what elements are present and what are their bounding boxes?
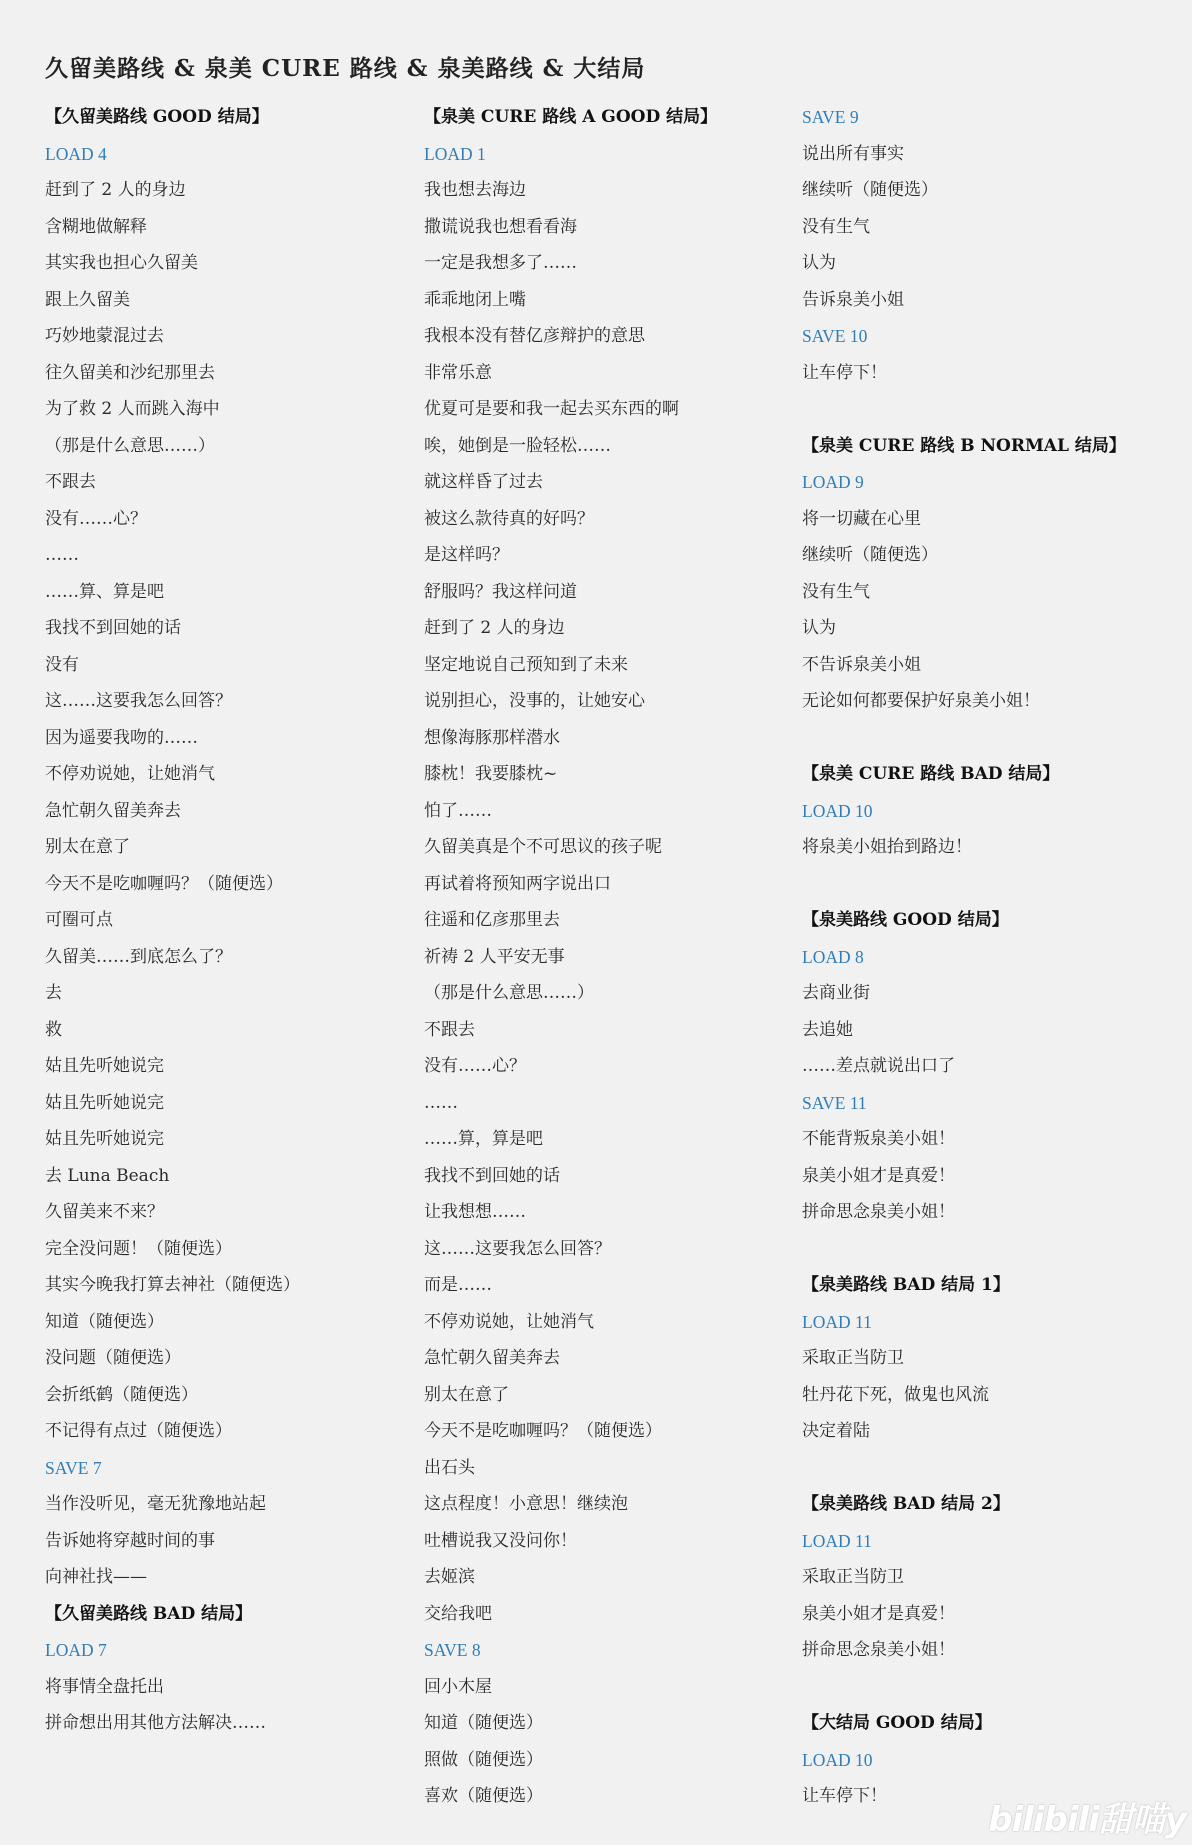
choice-line: 交给我吧 xyxy=(424,1603,492,1624)
choice-line: 因为遥要我吻的…… xyxy=(45,727,198,748)
choice-line: 怕了…… xyxy=(424,800,492,821)
choice-line: 祈祷 2 人平安无事 xyxy=(424,946,565,967)
choice-line: 去 xyxy=(45,983,62,1003)
choice-line: （那是什么意思……） xyxy=(45,435,215,456)
choice-line: 其实今晚我打算去神社（随便选） xyxy=(45,1275,300,1295)
section-header: 【泉美路线 BAD 结局 1】 xyxy=(802,1275,1010,1295)
choice-line: 姑且先听她说完 xyxy=(45,1129,164,1149)
choice-line: 告诉泉美小姐 xyxy=(802,289,904,310)
choice-line: 拼命思念泉美小姐！ xyxy=(802,1640,955,1660)
choice-line: 继续听（随便选） xyxy=(802,180,938,200)
load-marker: LOAD 10 xyxy=(802,800,873,821)
section-header: 【久留美路线 BAD 结局】 xyxy=(45,1603,253,1624)
choice-line: 姑且先听她说完 xyxy=(45,1092,164,1113)
choice-line: 非常乐意 xyxy=(424,362,492,383)
choice-line: 赶到了 2 人的身边 xyxy=(45,180,186,200)
spacer xyxy=(802,1669,1172,1706)
choice-line: 跟上久留美 xyxy=(45,289,130,310)
choice-line: 这……这要我怎么回答？ xyxy=(45,691,232,711)
spacer xyxy=(802,720,1172,757)
choice-line: 牡丹花下死，做鬼也风流 xyxy=(802,1384,989,1405)
choice-line: 再试着将预知两字说出口 xyxy=(424,873,611,894)
load-marker: LOAD 11 xyxy=(802,1311,872,1332)
choice-line: 姑且先听她说完 xyxy=(45,1056,164,1076)
choice-line: 知道（随便选） xyxy=(424,1713,543,1733)
choice-line: 认为 xyxy=(802,253,836,273)
choice-line: 去姬滨 xyxy=(424,1567,475,1587)
choice-line: 就这样昏了过去 xyxy=(424,472,543,492)
choice-line: 认为 xyxy=(802,618,836,638)
choice-line: 可圈可点 xyxy=(45,910,113,930)
spacer xyxy=(802,391,1172,428)
choice-line: 没有生气 xyxy=(802,581,870,602)
choice-line: 没有生气 xyxy=(802,216,870,237)
choice-line: 坚定地说自己预知到了未来 xyxy=(424,654,628,675)
choice-line: ……算、算是吧 xyxy=(45,581,164,602)
choice-line: ……算，算是吧 xyxy=(424,1129,543,1149)
choice-line: ……差点就说出口了 xyxy=(802,1056,955,1076)
choice-line: 去商业街 xyxy=(802,983,870,1003)
save-marker: SAVE 9 xyxy=(802,107,859,127)
choice-line: 没有 xyxy=(45,654,79,675)
save-marker: SAVE 7 xyxy=(45,1457,102,1478)
load-marker: LOAD 8 xyxy=(802,946,864,967)
choice-line: 泉美小姐才是真爱！ xyxy=(802,1165,955,1186)
choice-line: 照做（随便选） xyxy=(424,1749,543,1770)
choice-line: 一定是我想多了…… xyxy=(424,253,577,273)
choice-line: 含糊地做解释 xyxy=(45,216,147,237)
choice-line: 为了救 2 人而跳入海中 xyxy=(45,399,220,419)
choice-line: 说别担心，没事的，让她安心 xyxy=(424,691,645,711)
choice-line: 没有……心？ xyxy=(424,1056,526,1076)
choice-line: 采取正当防卫 xyxy=(802,1567,904,1587)
choice-line: 我找不到回她的话 xyxy=(45,618,181,638)
choice-line: 这点程度！小意思！继续泡 xyxy=(424,1494,628,1514)
choice-line: 无论如何都要保护好泉美小姐！ xyxy=(802,691,1040,711)
section-header: 【泉美路线 GOOD 结局】 xyxy=(802,910,1009,930)
load-marker: LOAD 7 xyxy=(45,1640,107,1660)
choice-line: 决定着陆 xyxy=(802,1421,870,1441)
choice-line: 继续听（随便选） xyxy=(802,545,938,565)
choice-line: 喜欢（随便选） xyxy=(424,1786,543,1806)
choice-line: 我根本没有替亿彦辩护的意思 xyxy=(424,326,645,346)
choice-line: 不记得有点过（随便选） xyxy=(45,1421,232,1441)
choice-line: 说出所有事实 xyxy=(802,143,904,164)
choice-line: 今天不是吃咖喱吗？（随便选） xyxy=(424,1421,662,1441)
spacer xyxy=(802,866,1172,903)
choice-line: 让车停下！ xyxy=(802,362,887,383)
choice-line: 知道（随便选） xyxy=(45,1311,164,1332)
choice-line: 告诉她将穿越时间的事 xyxy=(45,1530,215,1551)
choice-line: 舒服吗？我这样问道 xyxy=(424,581,577,602)
choice-line: 乖乖地闭上嘴 xyxy=(424,289,526,310)
choice-line: 巧妙地蒙混过去 xyxy=(45,326,164,346)
choice-line: 拼命想出用其他方法解决…… xyxy=(45,1713,266,1733)
choice-line: 久留美来不来？ xyxy=(45,1202,164,1222)
choice-line: 今天不是吃咖喱吗？（随便选） xyxy=(45,873,283,894)
choice-line: 而是…… xyxy=(424,1275,492,1295)
choice-line: 没问题（随便选） xyxy=(45,1348,181,1368)
section-header: 【泉美 CURE 路线 A GOOD 结局】 xyxy=(424,107,718,127)
choice-line: 当作没听见，毫无犹豫地站起 xyxy=(45,1494,266,1514)
section-header: 【泉美路线 BAD 结局 2】 xyxy=(802,1494,1010,1514)
choice-line: 是这样吗？ xyxy=(424,545,509,565)
choice-line: 会折纸鹤（随便选） xyxy=(45,1384,198,1405)
load-marker: LOAD 4 xyxy=(45,143,107,164)
choice-line: （那是什么意思……） xyxy=(424,983,594,1003)
section-header: 【泉美 CURE 路线 B NORMAL 结局】 xyxy=(802,435,1126,456)
load-marker: LOAD 9 xyxy=(802,472,864,492)
save-marker: SAVE 11 xyxy=(802,1092,867,1113)
choice-line: 向神社找—— xyxy=(45,1567,147,1587)
choice-line: 让车停下！ xyxy=(802,1786,887,1806)
choice-line: 回小木屋 xyxy=(424,1676,492,1697)
column-kurumi-route xyxy=(45,99,415,1742)
choice-line: 被这么款待真的好吗？ xyxy=(424,508,594,529)
choice-line: 泉美小姐才是真爱！ xyxy=(802,1603,955,1624)
choice-line: …… xyxy=(424,1092,458,1113)
choice-line: 不停劝说她，让她消气 xyxy=(45,764,215,784)
choice-line: 其实我也担心久留美 xyxy=(45,253,198,273)
choice-line: 久留美真是个不可思议的孩子呢 xyxy=(424,837,662,857)
choice-line: 完全没问题！（随便选） xyxy=(45,1238,232,1259)
bilibili-watermark: bilibili甜喵y xyxy=(988,1800,1186,1840)
choice-line: 没有……心？ xyxy=(45,508,147,529)
page-title: 久留美路线 & 泉美 CURE 路线 & 泉美路线 & 大结局 xyxy=(45,55,646,82)
choice-line: 往遥和亿彦那里去 xyxy=(424,910,560,930)
column-izumi-cure-route xyxy=(424,99,794,1815)
section-header: 【泉美 CURE 路线 BAD 结局】 xyxy=(802,764,1060,784)
spacer xyxy=(802,1231,1172,1268)
choice-line: 撒谎说我也想看看海 xyxy=(424,216,577,237)
choice-line: 优夏可是要和我一起去买东西的啊 xyxy=(424,399,679,419)
choice-line: 不告诉泉美小姐 xyxy=(802,654,921,675)
choice-line: 出石头 xyxy=(424,1457,475,1478)
choice-line: 让我想想…… xyxy=(424,1202,526,1222)
load-marker: LOAD 1 xyxy=(424,143,486,164)
choice-line: 膝枕！我要膝枕~ xyxy=(424,764,558,784)
spacer xyxy=(802,1450,1172,1487)
choice-line: 急忙朝久留美奔去 xyxy=(424,1348,560,1368)
choice-line: 唉，她倒是一脸轻松…… xyxy=(424,435,611,456)
choice-line: 我找不到回她的话 xyxy=(424,1165,560,1186)
section-header: 【大结局 GOOD 结局】 xyxy=(802,1713,992,1733)
load-marker: LOAD 11 xyxy=(802,1530,872,1551)
choice-line: 不停劝说她，让她消气 xyxy=(424,1311,594,1332)
choice-line: 这……这要我怎么回答？ xyxy=(424,1238,611,1259)
choice-line: 往久留美和沙纪那里去 xyxy=(45,362,215,383)
choice-line: 不跟去 xyxy=(424,1019,475,1040)
choice-line: 救 xyxy=(45,1019,62,1040)
choice-line: 不能背叛泉美小姐！ xyxy=(802,1129,955,1149)
choice-line: 去追她 xyxy=(802,1019,853,1040)
choice-line: 赶到了 2 人的身边 xyxy=(424,618,565,638)
choice-line: 久留美……到底怎么了？ xyxy=(45,946,232,967)
choice-line: 采取正当防卫 xyxy=(802,1348,904,1368)
column-izumi-route-finale xyxy=(802,99,1172,1815)
choice-line: …… xyxy=(45,545,79,565)
choice-line: 别太在意了 xyxy=(424,1384,509,1405)
choice-line: 将一切藏在心里 xyxy=(802,508,921,529)
save-marker: SAVE 10 xyxy=(802,326,868,346)
choice-line: 想像海豚那样潜水 xyxy=(424,727,560,748)
choice-line: 别太在意了 xyxy=(45,837,130,857)
choice-line: 我也想去海边 xyxy=(424,180,526,200)
choice-line: 将事情全盘托出 xyxy=(45,1676,164,1697)
choice-line: 急忙朝久留美奔去 xyxy=(45,800,181,821)
save-marker: SAVE 8 xyxy=(424,1640,481,1660)
choice-line: 拼命思念泉美小姐！ xyxy=(802,1202,955,1222)
choice-line: 吐槽说我又没问你！ xyxy=(424,1530,577,1551)
choice-line: 去 Luna Beach xyxy=(45,1165,170,1186)
load-marker: LOAD 10 xyxy=(802,1749,873,1770)
choice-line: 不跟去 xyxy=(45,472,96,492)
choice-line: 将泉美小姐抬到路边！ xyxy=(802,837,972,857)
section-header: 【久留美路线 GOOD 结局】 xyxy=(45,107,269,127)
